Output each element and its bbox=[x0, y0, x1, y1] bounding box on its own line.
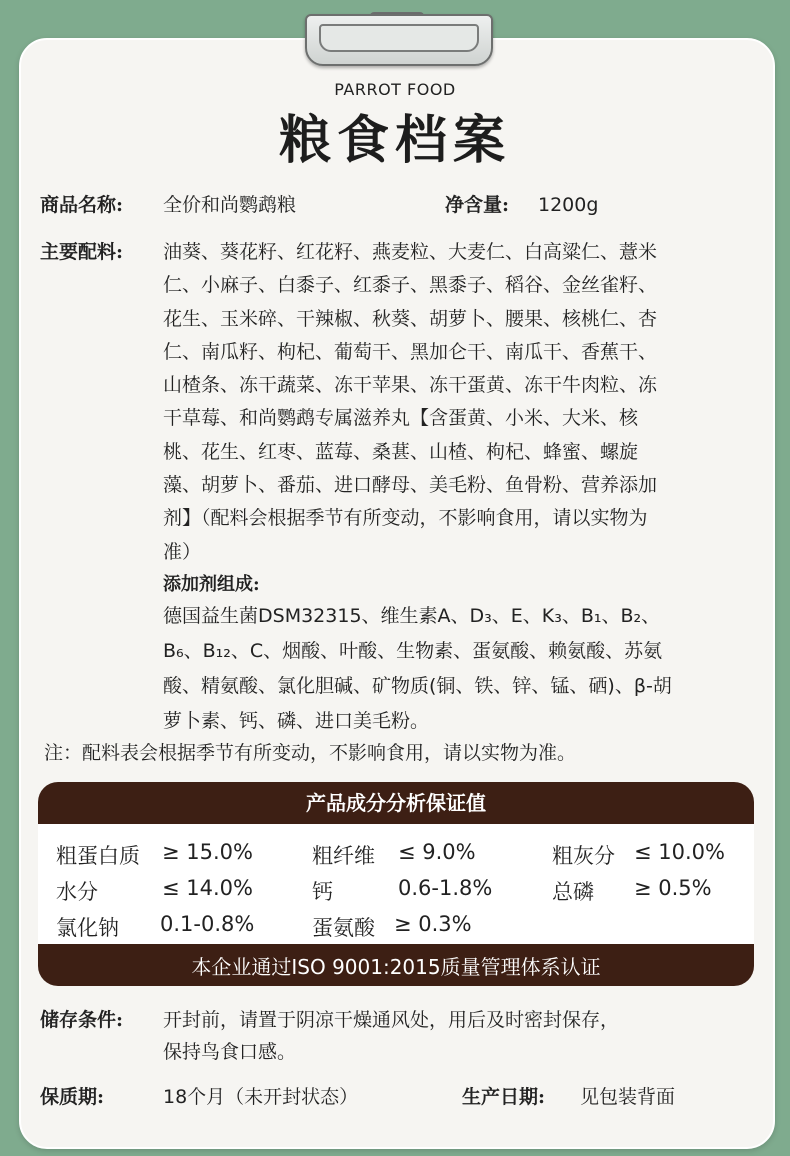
product-name-value: 全价和尚鹦鹉粮 bbox=[163, 194, 297, 216]
certification-banner: 本企业通过ISO 9001:2015质量管理体系认证 bbox=[38, 944, 754, 986]
additive-line: 萝卜素、钙、磷、进口美毛粉。 bbox=[163, 710, 430, 732]
storage-text bbox=[163, 1004, 758, 1068]
product-name-label: 商品名称: bbox=[40, 194, 124, 216]
ingredients-line: 仁、南瓜籽、枸杞、葡萄干、黑加仑干、南瓜干、香蕉干、 bbox=[163, 340, 658, 363]
analysis-item-value: ≤ 10.0% bbox=[634, 840, 725, 864]
analysis-item-name: 水分 bbox=[56, 880, 98, 904]
storage-line: 保持鸟食口感。 bbox=[163, 1041, 297, 1063]
ingredients-label: 主要配料: bbox=[40, 241, 124, 263]
additive-line: B₆、B₁₂、C、烟酸、叶酸、生物素、蛋氨酸、赖氨酸、苏氨 bbox=[163, 640, 663, 662]
shelf-life-label: 保质期: bbox=[40, 1086, 105, 1108]
additive-line: 德国益生菌DSM32315、维生素A、D₃、E、K₃、B₁、B₂、 bbox=[163, 605, 661, 627]
analysis-item-value: 0.1-0.8% bbox=[160, 912, 255, 936]
page-title: 粮食档案 bbox=[278, 111, 511, 171]
ingredients-line: 花生、玉米碎、干辣椒、秋葵、胡萝卜、腰果、核桃仁、杏 bbox=[163, 307, 658, 330]
analysis-table bbox=[38, 824, 754, 944]
note-text: 注：配料表会根据季节有所变动，不影响食用，请以实物为准。 bbox=[44, 742, 577, 764]
analysis-title: 产品成分分析保证值 bbox=[38, 782, 754, 824]
storage-label: 储存条件: bbox=[40, 1009, 124, 1031]
analysis-item-name: 钙 bbox=[312, 880, 333, 904]
analysis-item-name: 总磷 bbox=[552, 880, 594, 904]
analysis-item-value: ≤ 9.0% bbox=[398, 840, 476, 864]
additive-line: 酸、精氨酸、氯化胆碱、矿物质(铜、铁、锌、锰、硒)、β-胡 bbox=[163, 675, 672, 697]
analysis-item-name: 氯化钠 bbox=[56, 916, 119, 940]
net-weight-label: 净含量: bbox=[445, 194, 510, 216]
ingredients-line: 剂】（配料会根据季节有所变动，不影响食用，请以实物为 bbox=[163, 507, 648, 530]
analysis-item-value: ≥ 0.3% bbox=[394, 912, 472, 936]
storage-line: 开封前，请置于阴凉干燥通风处，用后及时密封保存， bbox=[163, 1009, 620, 1031]
additive-list bbox=[163, 599, 758, 739]
analysis-item-name: 粗灰分 bbox=[552, 844, 615, 868]
analysis-item-value: ≥ 0.5% bbox=[634, 876, 712, 900]
analysis-item-name: 粗蛋白质 bbox=[56, 844, 140, 868]
ingredients-line: 干草莓、和尚鹦鹉专属滋养丸【含蛋黄、小米、大米、核 bbox=[163, 407, 639, 430]
ingredients-line: 准） bbox=[163, 540, 202, 563]
ingredients-line: 藻、胡萝卜、番茄、进口酵母、美毛粉、鱼骨粉、营养添加 bbox=[163, 474, 658, 497]
analysis-item-name: 蛋氨酸 bbox=[312, 916, 375, 940]
ingredients-list bbox=[163, 236, 758, 569]
analysis-item-value: ≤ 14.0% bbox=[162, 876, 253, 900]
ingredients-line: 山楂条、冻干蔬菜、冻干苹果、冻干蛋黄、冻干牛肉粒、冻 bbox=[163, 374, 658, 397]
net-weight-value: 1200g bbox=[538, 194, 599, 216]
analysis-item-value: ≥ 15.0% bbox=[162, 840, 253, 864]
subtitle: PARROT FOOD bbox=[334, 80, 456, 99]
analysis-item-value: 0.6-1.8% bbox=[398, 876, 493, 900]
clipboard-clip bbox=[305, 14, 493, 66]
ingredients-line: 桃、花生、红枣、蓝莓、桑葚、山楂、枸杞、蜂蜜、螺旋 bbox=[163, 440, 639, 463]
ingredients-line: 油葵、葵花籽、红花籽、燕麦粒、大麦仁、白高粱仁、薏米 bbox=[163, 241, 658, 263]
ingredients-line: 仁、小麻子、白黍子、红黍子、黑黍子、稻谷、金丝雀籽、 bbox=[163, 274, 658, 297]
additive-label: 添加剂组成: bbox=[163, 574, 260, 595]
analysis-item-name: 粗纤维 bbox=[312, 844, 375, 868]
shelf-life-value: 18个月（未开封状态） bbox=[163, 1086, 359, 1108]
production-date-value: 见包装背面 bbox=[580, 1086, 676, 1108]
production-date-label: 生产日期: bbox=[462, 1086, 546, 1108]
